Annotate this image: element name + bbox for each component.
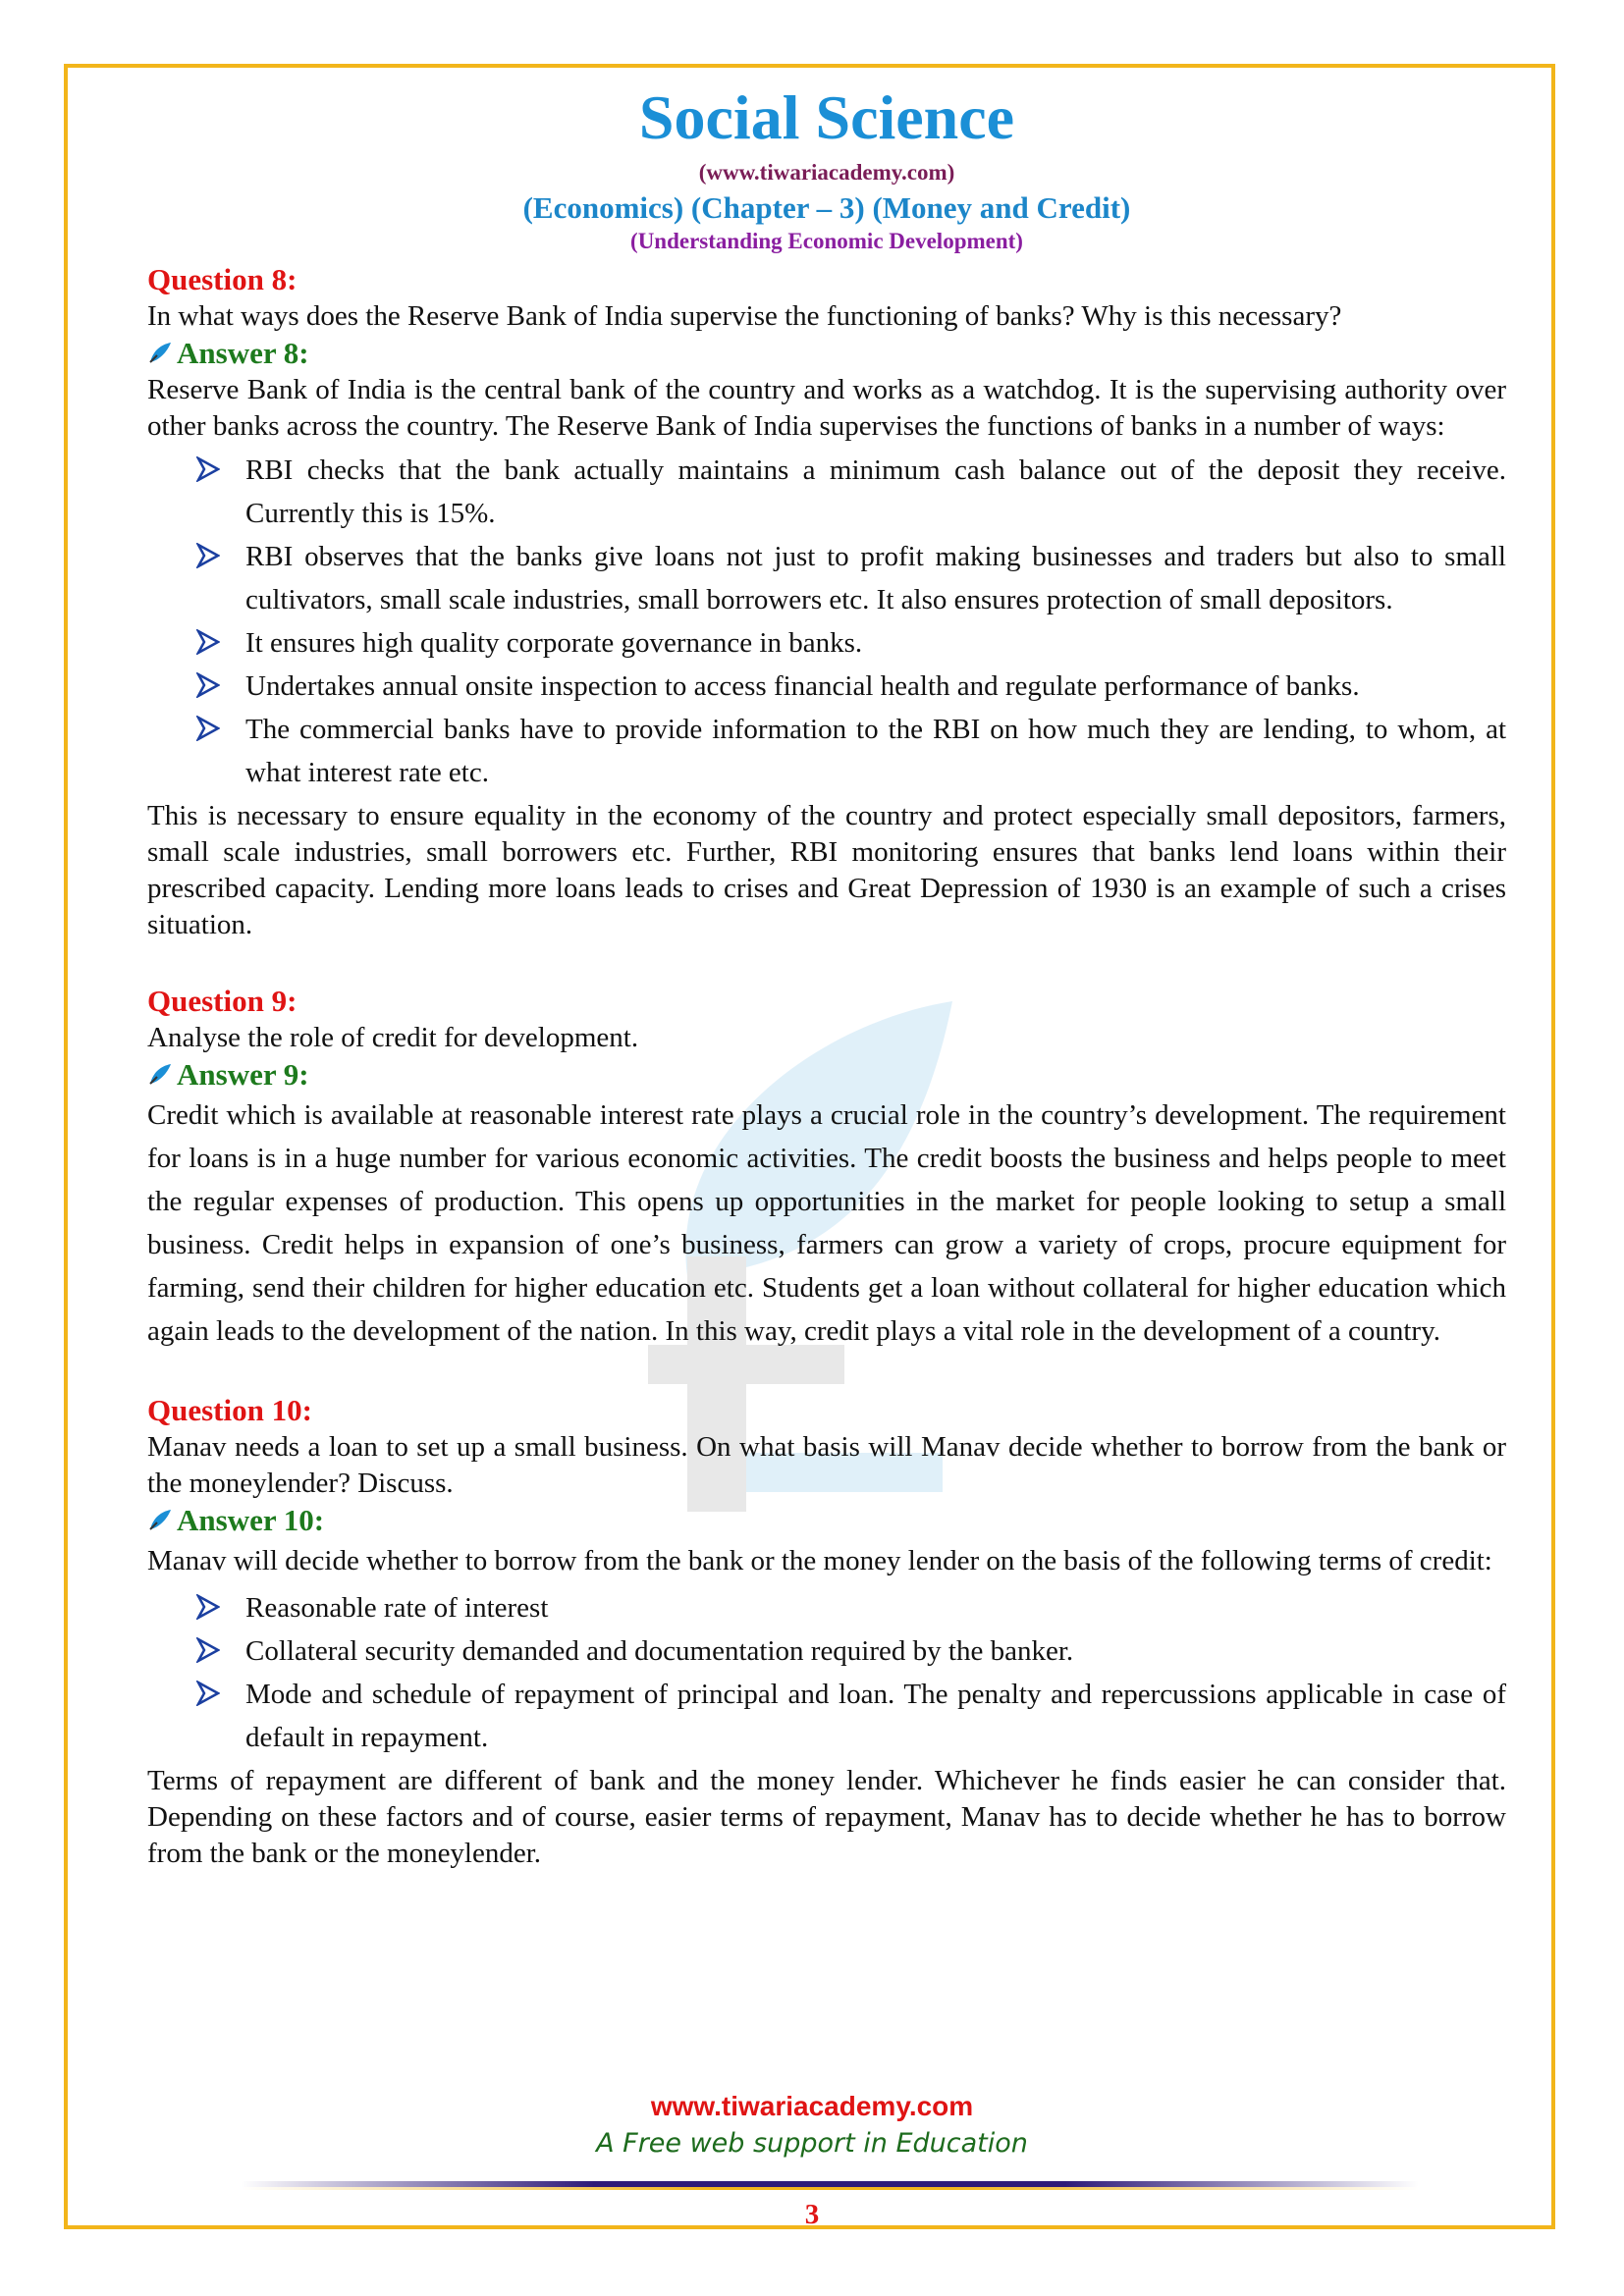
question-10-text: Manav needs a loan to set up a small business. On what basis will Manav decide whether to borrow from the bank or the moneylender? Discuss. [147, 1431, 1506, 1499]
question-8-label: Question 8: [147, 262, 298, 296]
question-9-label: Question 9: [147, 984, 298, 1018]
list-item: Reasonable rate of interest [245, 1586, 1506, 1629]
answer-10-label [147, 1502, 1506, 1539]
list-item: RBI checks that the bank actually maintains a minimum cash balance out of the deposit they receive. Currently this is 15%. [245, 449, 1506, 535]
footer-url: www.tiwariacademy.com [650, 2091, 974, 2121]
answer-9-text: Credit which is available at reasonable interest rate plays a crucial role in the country’s development. The requirement for loans is in a huge number for various economic activities. The credit boosts the business and helps people to meet the regular expenses of production. This opens up opportunities in the market for people looking to setup a small business. Credit helps in expansion of one’s business, farmers can grow a variety of crops, procure equipment for farming, send their children for higher education etc. Students get a loan without collateral for higher education which again leads to the development of the nation. In this way, credit plays a vital role in the development of a country. [147, 1099, 1506, 1347]
list-item: Mode and schedule of repayment of principal and loan. The penalty and repercussions applicable in case of default in repayment. [245, 1673, 1506, 1759]
question-10-label: Question 10: [147, 1393, 312, 1427]
arrow-bullet-icon [196, 1594, 220, 1620]
answer-10-conclusion: Terms of repayment are different of bank and the money lender. Whichever he finds easier he can consider that. Depending on these factors and of course, easier terms of repayment, Manav has to decide whether he has to borrow from the bank or the moneylender. [147, 1765, 1506, 1869]
arrow-bullet-icon [196, 716, 220, 741]
section-gap [147, 1353, 1506, 1392]
chapter-heading: (Economics) (Chapter – 3) (Money and Credit) [522, 190, 1131, 225]
arrow-bullet-icon [196, 543, 220, 568]
footer-tagline: A Free web support in Education [596, 2128, 1028, 2159]
list-item: Collateral security demanded and documentation required by the banker. [245, 1629, 1506, 1673]
pen-icon [147, 1508, 173, 1533]
question-9-text: Analyse the role of credit for development. [147, 1022, 639, 1053]
answer-9-label-text: Answer 9: [177, 1057, 309, 1092]
answer-8-label-text: Answer 8: [177, 336, 309, 370]
list-item: RBI observes that the banks give loans not just to profit making businesses and traders but also to small cultivators, small scale industries, small borrowers etc. It also ensures protection of small depositors. [245, 535, 1506, 621]
list-item: The commercial banks have to provide information to the RBI on how much they are lending, to whom, at what interest rate etc. [245, 708, 1506, 794]
header-url: (www.tiwariacademy.com) [698, 160, 955, 185]
arrow-bullet-icon [196, 456, 220, 482]
list-item: It ensures high quality corporate governance in banks. [245, 621, 1506, 665]
footer-divider-accent [241, 2187, 1419, 2190]
answer-8-conclusion: This is necessary to ensure equality in the economy of the country and protect especially small depositors, farmers, small scale industries, small borrowers etc. Further, RBI monitoring ensures that banks lend loans within their prescribed capacity. Lending more loans leads to crises and Great Depression of 1930 is an example of such a crises situation. [147, 800, 1506, 940]
page-number: 3 [804, 2199, 820, 2230]
answer-9-label [147, 1056, 1506, 1094]
arrow-bullet-icon [196, 1637, 220, 1663]
list-item: Undertakes annual onsite inspection to access financial health and regulate performance of banks. [245, 665, 1506, 708]
page-content [147, 79, 1506, 1872]
answer-8-intro: Reserve Bank of India is the central bank of the country and works as a watchdog. It is the supervising authority over other banks across the country. The Reserve Bank of India supervises the functions of banks in a number of ways: [147, 374, 1506, 442]
book-heading: (Understanding Economic Development) [630, 229, 1023, 253]
answer-10-label-text: Answer 10: [177, 1503, 325, 1537]
page-title: Social Science [638, 82, 1015, 152]
question-8-text: In what ways does the Reserve Bank of India supervise the functioning of banks? Why is this necessary? [147, 300, 1342, 332]
arrow-bullet-icon [196, 672, 220, 698]
answer-8-label [147, 335, 1506, 372]
pen-icon [147, 341, 173, 366]
arrow-bullet-icon [196, 629, 220, 655]
section-gap [147, 943, 1506, 983]
pen-icon [147, 1062, 173, 1088]
answer-10-intro: Manav will decide whether to borrow from the bank or the money lender on the basis of the following terms of credit: [147, 1545, 1492, 1576]
arrow-bullet-icon [196, 1681, 220, 1706]
answer-10-points [147, 1586, 1506, 1759]
answer-8-points [147, 449, 1506, 794]
